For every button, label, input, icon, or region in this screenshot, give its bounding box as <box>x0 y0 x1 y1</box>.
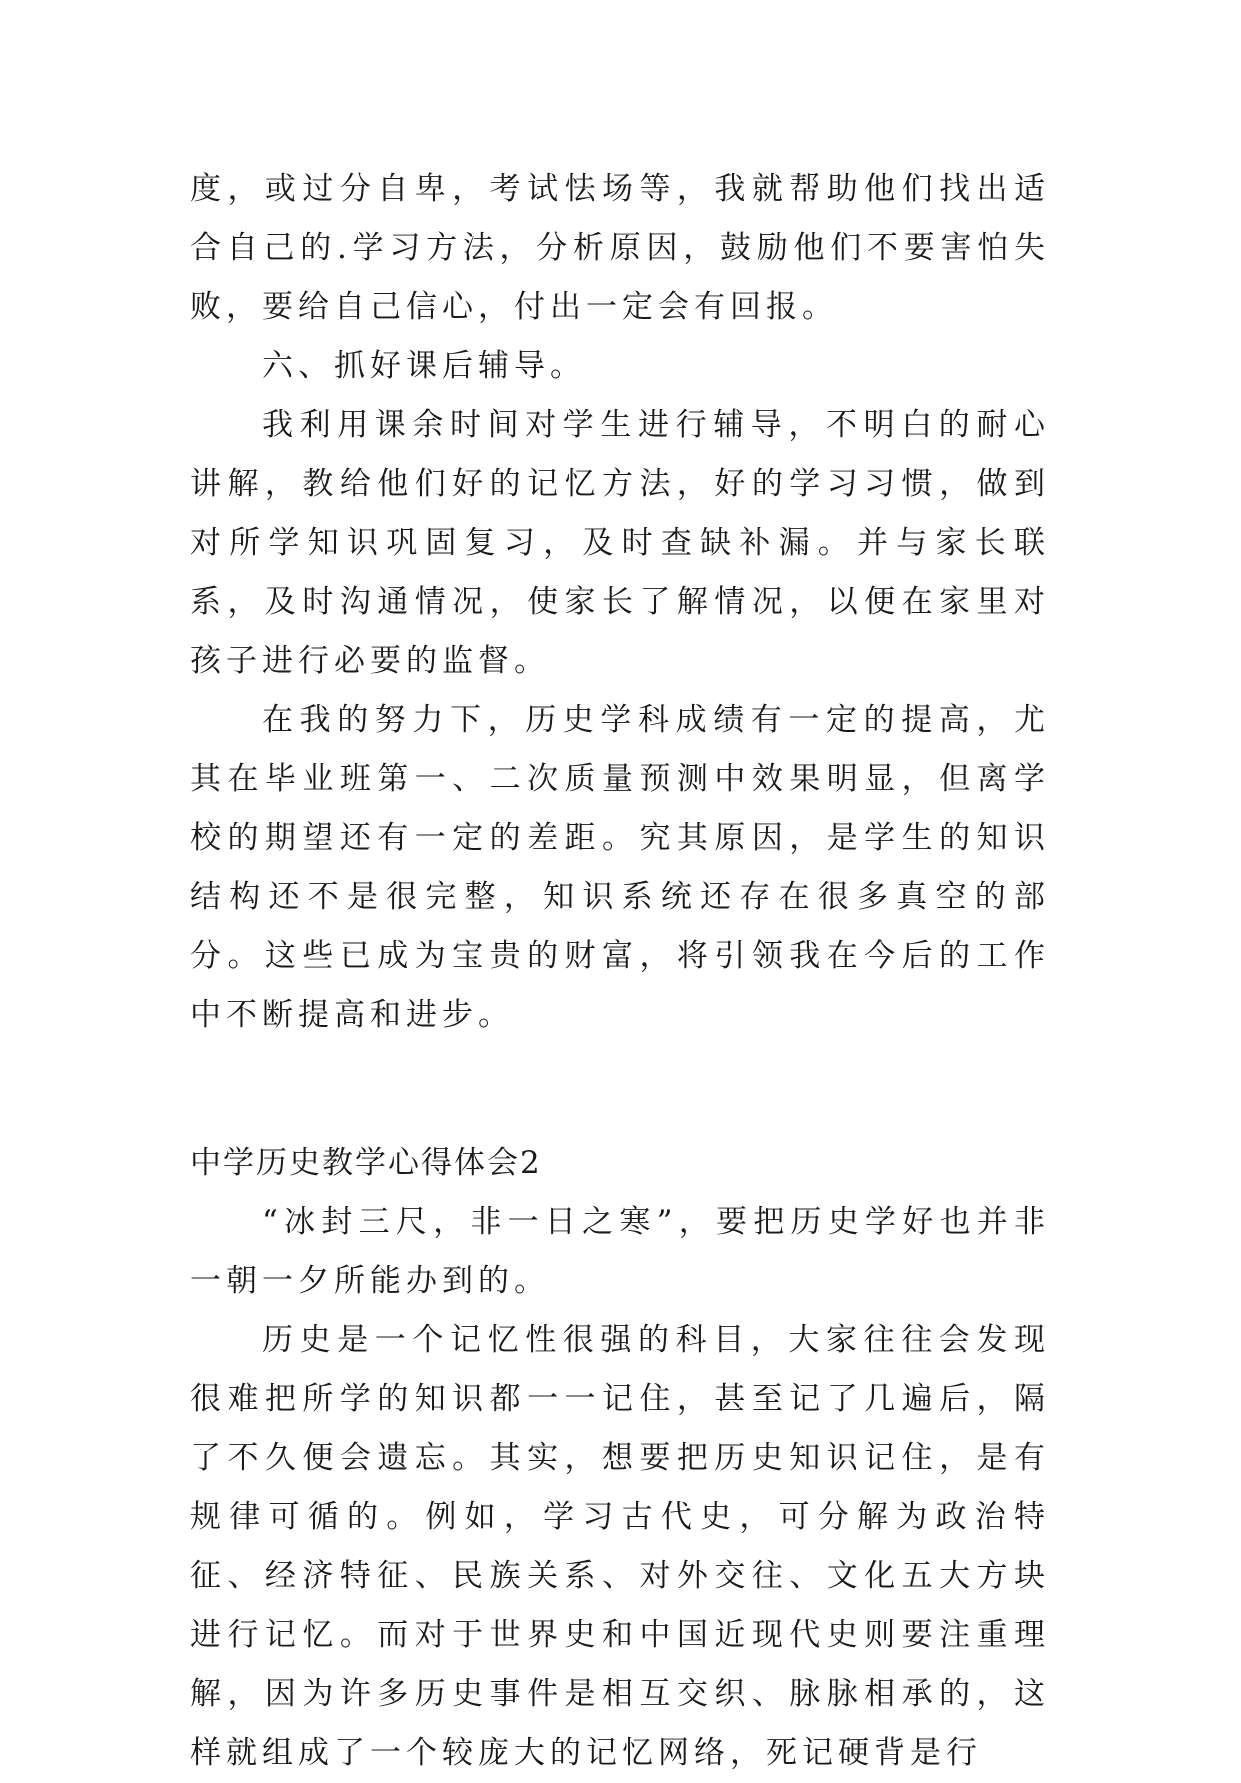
subheading-paragraph: 六、抓好课后辅导。 <box>262 348 586 384</box>
document-body <box>190 160 1050 1783</box>
paragraph: 在我的努力下，历史学科成绩有一定的提高，尤其在毕业班第一、二次质量预测中效果明显，但离学校的期望还有一定的差距。究其原因，是学生的知识结构还不是很完整，知识系统还存在很多真空的部分。这些已成为宝贵的财富，将引领我在今后的工作中不断提高和进步。 <box>190 702 1050 1033</box>
paragraph: “冰封三尺，非一日之寒”，要把历史学好也并非一朝一夕所能办到的。 <box>190 1204 1050 1299</box>
paragraph: 我利用课余时间对学生进行辅导，不明白的耐心讲解，教给他们好的记忆方法，好的学习习惯，做到对所学知识巩固复习，及时查缺补漏。并与家长联系，及时沟通情况，使家长了解情况，以便在家里对孩子进行必要的监督。 <box>190 407 1050 679</box>
essay-section-2 <box>190 1134 1050 1783</box>
section-title: 中学历史教学心得体会2 <box>190 1145 542 1181</box>
paragraph: 历史是一个记忆性很强的科目，大家往往会发现很难把所学的知识都一一记住，甚至记了几遍后，隔了不久便会遗忘。其实，想要把历史知识记住，是有规律可循的。例如，学习古代史，可分解为政治特征、经济特征、民族关系、对外交往、文化五大方块进行记忆。而对于世界史和中国近现代史则要注重理解，因为许多历史事件是相互交织、脉脉相承的，这样就组成了一个较庞大的记忆网络，死记硬背是行 <box>190 1322 1050 1771</box>
paragraph: 度，或过分自卑，考试怯场等，我就帮助他们找出适合自己的.学习方法，分析原因，鼓励他们不要害怕失败，要给自己信心，付出一定会有回报。 <box>190 171 1050 325</box>
essay-section-1 <box>190 160 1050 1045</box>
